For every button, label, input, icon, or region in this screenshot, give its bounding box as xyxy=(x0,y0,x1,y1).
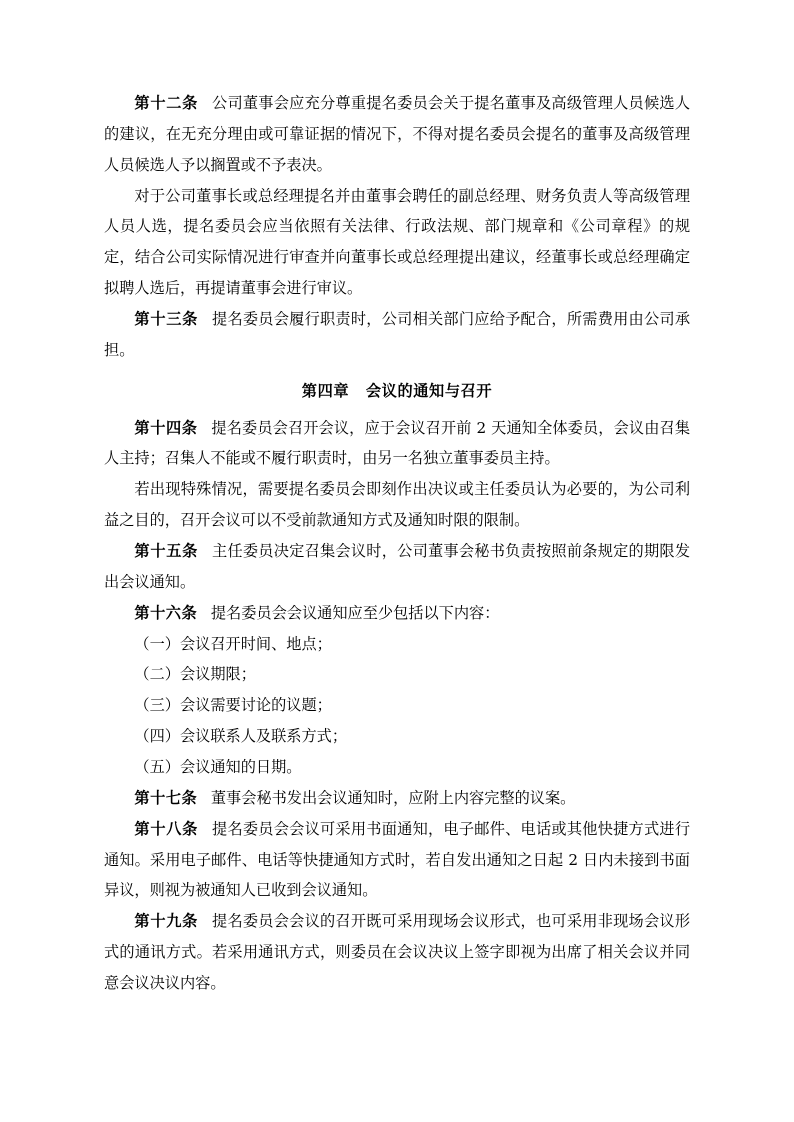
article-text: 提名委员会召开会议，应于会议召开前 2 天通知全体委员，会议由召集人主持；召集人不能或不履行职责时，由另一名独立董事委员主持。 xyxy=(104,418,691,468)
article-text: 提名委员会会议的召开既可采用现场会议形式，也可采用非现场会议形式的通讯方式。若采用通讯方式，则委员在会议决议上签字即视为出席了相关会议并同意会议决议内容。 xyxy=(104,912,691,993)
article-number: 第十九条 xyxy=(134,912,199,931)
article-number: 第十二条 xyxy=(134,94,199,112)
chapter-number: 第四章 xyxy=(301,381,350,400)
article-paragraph xyxy=(104,304,690,366)
article-paragraph xyxy=(104,783,690,814)
article-number: 第十四条 xyxy=(134,418,198,437)
list-item-text: （五）会议通知的日期。 xyxy=(134,758,302,777)
article-number: 第十五条 xyxy=(134,542,199,561)
article-text: 提名委员会履行职责时，公司相关部门应给予配合，所需费用由公司承担。 xyxy=(104,310,691,359)
document-body xyxy=(104,88,690,999)
article-text: 提名委员会会议可采用书面通知，电子邮件、电话或其他快捷方式进行通知。采用电子邮件、电话等快捷通知方式时，若自发出通知之日起 2 日内未接到书面异议，则视为被通知人已收到会议通知。 xyxy=(104,819,691,900)
list-item-text: （二）会议期限； xyxy=(134,665,256,684)
article-text: 主任委员决定召集会议时，公司董事会秘书负责按照前条规定的期限发出会议通知。 xyxy=(104,542,691,591)
article-paragraph xyxy=(104,906,690,999)
body-paragraph xyxy=(104,181,690,304)
article-number: 第十六条 xyxy=(134,603,198,622)
article-number: 第十三条 xyxy=(134,310,199,329)
list-item-text: （一）会议召开时间、地点； xyxy=(134,634,332,653)
article-text: 董事会秘书发出会议通知时，应附上内容完整的议案。 xyxy=(210,788,576,807)
article-number: 第十八条 xyxy=(134,819,199,838)
list-item-text: （四）会议联系人及联系方式； xyxy=(134,727,348,746)
list-item xyxy=(104,721,690,752)
paragraph-text: 对于公司董事长或总经理提名并由董事会聘任的副总经理、财务负责人等高级管理人员人选，提名委员会应当依照有关法律、行政法规、部门规章和《公司章程》的规定，结合公司实际情况进行审查并向董事长或总经理提出建议，经董事长或总经理确定拟聘人选后，再提请董事会进行审议。 xyxy=(104,186,690,298)
article-paragraph xyxy=(104,536,690,598)
list-item xyxy=(104,659,690,690)
article-number: 第十七条 xyxy=(134,788,198,807)
article-paragraph xyxy=(104,88,690,181)
list-item xyxy=(104,629,690,660)
paragraph-text: 若出现特殊情况，需要提名委员会即刻作出决议或主任委员认为必要的，为公司利益之目的，召开会议可以不受前款通知方式及通知时限的限制。 xyxy=(104,480,690,530)
list-item-text: （三）会议需要讨论的议题； xyxy=(134,696,332,715)
body-paragraph xyxy=(104,474,690,536)
article-paragraph xyxy=(104,413,690,475)
chapter-heading xyxy=(104,376,690,407)
chapter-title: 会议的通知与召开 xyxy=(365,381,493,400)
article-text: 公司董事会应充分尊重提名委员会关于提名董事及高级管理人员候选人的建议，在无充分理由或可靠证据的情况下，不得对提名委员会提名的董事及高级管理人员候选人予以搁置或不予表决。 xyxy=(104,94,691,174)
list-item xyxy=(104,690,690,721)
article-text: 提名委员会会议通知应至少包括以下内容： xyxy=(210,603,500,622)
article-paragraph xyxy=(104,814,690,907)
article-paragraph xyxy=(104,598,690,629)
list-item xyxy=(104,752,690,783)
